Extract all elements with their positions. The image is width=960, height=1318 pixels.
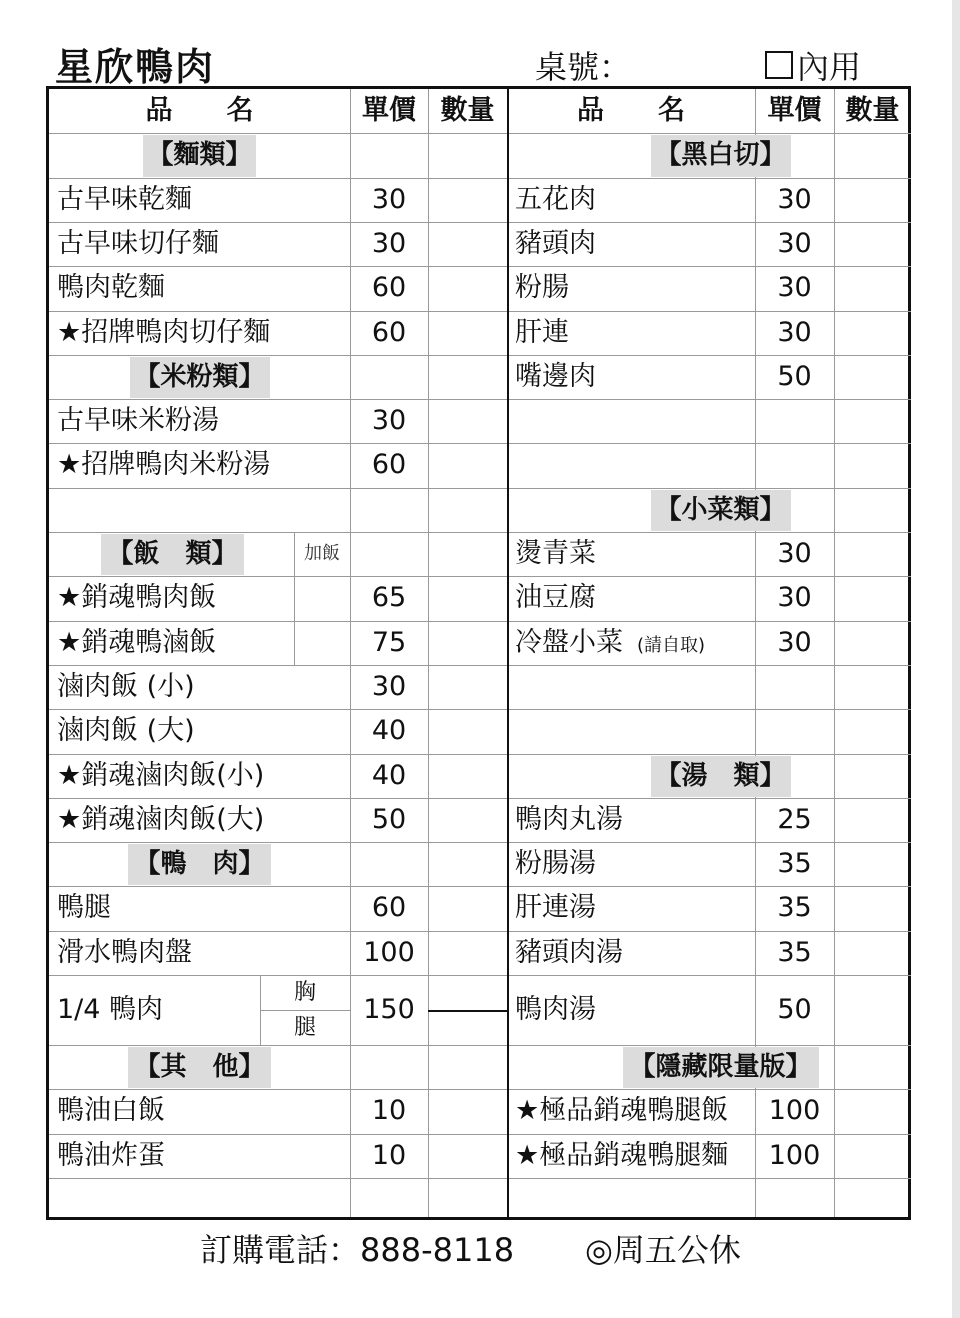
category-side-dishes: 【小菜類】 bbox=[651, 490, 791, 531]
menu-item-price: 40 bbox=[371, 759, 407, 791]
quantity-input[interactable] bbox=[428, 399, 507, 443]
menu-item-name: ★招牌鴨肉米粉湯 bbox=[57, 449, 271, 481]
menu-item-name: 鴨肉湯 bbox=[515, 994, 596, 1025]
dine-in-checkbox[interactable] bbox=[765, 51, 793, 79]
menu-item-price: 30 bbox=[777, 582, 812, 614]
quantity-input[interactable] bbox=[428, 621, 507, 665]
grid-row-line bbox=[49, 133, 911, 134]
menu-item-name: 鴨油炸蛋 bbox=[57, 1139, 165, 1171]
menu-item-name: 鴨肉乾麵 bbox=[57, 272, 165, 304]
menu-item-price: 25 bbox=[777, 803, 812, 835]
category-hidden-limited: 【隱藏限量版】 bbox=[623, 1047, 819, 1088]
menu-item-price: 35 bbox=[777, 848, 812, 880]
quantity-input[interactable] bbox=[428, 798, 507, 842]
menu-item-price: 40 bbox=[371, 715, 407, 747]
menu-item-name: 燙青菜 bbox=[515, 538, 596, 569]
menu-item-name: ★極品銷魂鴨腿飯 bbox=[515, 1095, 729, 1127]
quantity-input[interactable] bbox=[834, 1134, 911, 1178]
menu-item-price: 100 bbox=[768, 1139, 821, 1171]
page-edge bbox=[952, 0, 960, 1318]
category-cold-cuts: 【黑白切】 bbox=[651, 135, 791, 176]
menu-item-name: 滷肉飯 (小) bbox=[57, 670, 195, 702]
quantity-input[interactable] bbox=[428, 266, 507, 310]
header-qty-L: 數量 bbox=[440, 95, 495, 126]
quantity-input[interactable] bbox=[834, 178, 911, 222]
quantity-input[interactable] bbox=[834, 621, 911, 665]
order-sheet bbox=[46, 86, 911, 1220]
quantity-input[interactable] bbox=[834, 532, 911, 576]
menu-item-name: 肝連 bbox=[515, 316, 569, 348]
menu-item-price: 50 bbox=[777, 994, 812, 1025]
menu-item-price: 10 bbox=[371, 1139, 407, 1171]
closed-day-notice: ◎周五公休 bbox=[585, 1231, 741, 1269]
order-phone: 訂購電話：888-8118 bbox=[200, 1231, 515, 1269]
grid-row-line bbox=[49, 1045, 911, 1046]
leg-option: 腿 bbox=[293, 1015, 316, 1040]
menu-item-name: ★銷魂滷肉飯(大) bbox=[57, 803, 265, 835]
menu-item-name: ★招牌鴨肉切仔麵 bbox=[57, 316, 271, 348]
menu-item-price: 50 bbox=[371, 803, 407, 835]
menu-item-name: 1/4 鴨肉 bbox=[57, 994, 164, 1025]
quantity-input[interactable] bbox=[834, 886, 911, 930]
menu-item-name: ★銷魂鴨肉飯 bbox=[57, 582, 217, 614]
menu-item-price: 30 bbox=[371, 227, 407, 259]
menu-item-name: ★極品銷魂鴨腿麵 bbox=[515, 1139, 729, 1171]
menu-item-name: 古早味切仔麵 bbox=[57, 227, 219, 259]
quantity-input[interactable] bbox=[834, 266, 911, 310]
menu-item-price: 30 bbox=[777, 316, 812, 348]
category-others: 【其 他】 bbox=[128, 1047, 271, 1088]
quantity-input[interactable] bbox=[834, 311, 911, 355]
quantity-input[interactable] bbox=[834, 798, 911, 842]
grid-row-line bbox=[49, 488, 911, 489]
menu-item-price: 60 bbox=[371, 272, 407, 304]
menu-item-price: 30 bbox=[371, 405, 407, 437]
menu-item-name: 豬頭肉 bbox=[515, 227, 596, 259]
grid-row-line bbox=[428, 1010, 507, 1012]
menu-item-price: 100 bbox=[363, 936, 415, 968]
category-soups: 【湯 類】 bbox=[651, 756, 791, 797]
menu-item-name: 粉腸湯 bbox=[515, 848, 596, 880]
quantity-input[interactable] bbox=[428, 1089, 507, 1133]
menu-item-price: 100 bbox=[768, 1095, 821, 1127]
menu-item-name: 滷肉飯 (大) bbox=[57, 715, 195, 747]
quantity-input[interactable] bbox=[428, 886, 507, 930]
category-noodles: 【麵類】 bbox=[143, 135, 256, 176]
menu-item-name bbox=[515, 621, 753, 665]
quantity-input[interactable] bbox=[428, 665, 507, 709]
menu-item-name: 肝連湯 bbox=[515, 892, 596, 924]
quantity-input[interactable] bbox=[428, 222, 507, 266]
menu-item-name-text: 冷盤小菜 bbox=[515, 626, 623, 658]
dine-in-option[interactable] bbox=[765, 42, 861, 88]
grid-row-line bbox=[49, 1178, 911, 1179]
menu-item-name: 滑水鴨肉盤 bbox=[57, 936, 192, 968]
quantity-input[interactable] bbox=[834, 931, 911, 975]
menu-item-name: 古早味米粉湯 bbox=[57, 405, 219, 437]
menu-item-name: 鴨油白飯 bbox=[57, 1095, 165, 1127]
menu-item-price: 30 bbox=[777, 272, 812, 304]
menu-item-price: 30 bbox=[777, 538, 812, 569]
header-name-R: 品 名 bbox=[577, 95, 685, 126]
menu-item-price: 30 bbox=[777, 183, 812, 215]
quantity-input[interactable] bbox=[428, 754, 507, 798]
quantity-input[interactable] bbox=[428, 576, 507, 620]
category-rice: 【飯 類】 bbox=[101, 534, 244, 575]
menu-item-price: 50 bbox=[777, 360, 812, 392]
quantity-input[interactable] bbox=[834, 842, 911, 886]
quantity-input[interactable] bbox=[834, 222, 911, 266]
menu-item-price: 60 bbox=[371, 316, 407, 348]
menu-item-name: 嘴邊肉 bbox=[515, 360, 596, 392]
table-number-label: 桌號： bbox=[535, 48, 632, 86]
shop-name: 星欣鴨肉 bbox=[55, 44, 216, 89]
quantity-input[interactable] bbox=[428, 311, 507, 355]
menu-item-price: 30 bbox=[777, 626, 812, 658]
grid-column-line bbox=[507, 89, 509, 1217]
quantity-input[interactable] bbox=[428, 1134, 507, 1178]
quantity-input[interactable] bbox=[428, 709, 507, 753]
dine-in-label: 內用 bbox=[797, 48, 862, 86]
menu-item-price: 150 bbox=[363, 994, 415, 1025]
header-qty-R: 數量 bbox=[845, 95, 900, 126]
header-price-L: 單價 bbox=[362, 95, 416, 126]
menu-item-name: 鴨腿 bbox=[57, 892, 111, 924]
header-price-R: 單價 bbox=[767, 95, 822, 126]
menu-item-name: 古早味乾麵 bbox=[57, 183, 192, 215]
category-duck: 【鴨 肉】 bbox=[128, 844, 271, 885]
menu-item-price: 65 bbox=[371, 582, 407, 614]
header-name-L: 品 名 bbox=[145, 95, 254, 126]
menu-item-name: 豬頭肉湯 bbox=[515, 936, 623, 968]
menu-item-name: ★銷魂鴨滷飯 bbox=[57, 626, 217, 658]
menu-item-price: 35 bbox=[777, 892, 812, 924]
menu-item-name: ★銷魂滷肉飯(小) bbox=[57, 759, 265, 791]
self-serve-note: (請自取) bbox=[637, 634, 706, 656]
quantity-input[interactable] bbox=[428, 931, 507, 975]
menu-item-price: 30 bbox=[371, 183, 407, 215]
menu-item-price: 75 bbox=[371, 626, 407, 658]
menu-item-name: 粉腸 bbox=[515, 272, 569, 304]
menu-item-price: 30 bbox=[371, 670, 407, 702]
quantity-input[interactable] bbox=[834, 576, 911, 620]
category-rice-noodles: 【米粉類】 bbox=[130, 357, 270, 398]
menu-item-name: 油豆腐 bbox=[515, 582, 596, 614]
menu-item-price: 60 bbox=[371, 892, 407, 924]
menu-item-price: 30 bbox=[777, 227, 812, 259]
menu-item-name: 鴨肉丸湯 bbox=[515, 803, 623, 835]
menu-item-price: 10 bbox=[371, 1095, 407, 1127]
quantity-input[interactable] bbox=[428, 443, 507, 487]
quantity-input[interactable] bbox=[428, 178, 507, 222]
breast-option: 胸 bbox=[293, 980, 316, 1005]
menu-item-name: 五花肉 bbox=[515, 183, 596, 215]
menu-item-price: 60 bbox=[371, 449, 407, 481]
quantity-input[interactable] bbox=[834, 975, 911, 1045]
menu-item-price: 35 bbox=[777, 936, 812, 968]
quantity-input[interactable] bbox=[834, 355, 911, 399]
extra-rice-label: 加飯 bbox=[304, 543, 340, 564]
quantity-input[interactable] bbox=[834, 1089, 911, 1133]
